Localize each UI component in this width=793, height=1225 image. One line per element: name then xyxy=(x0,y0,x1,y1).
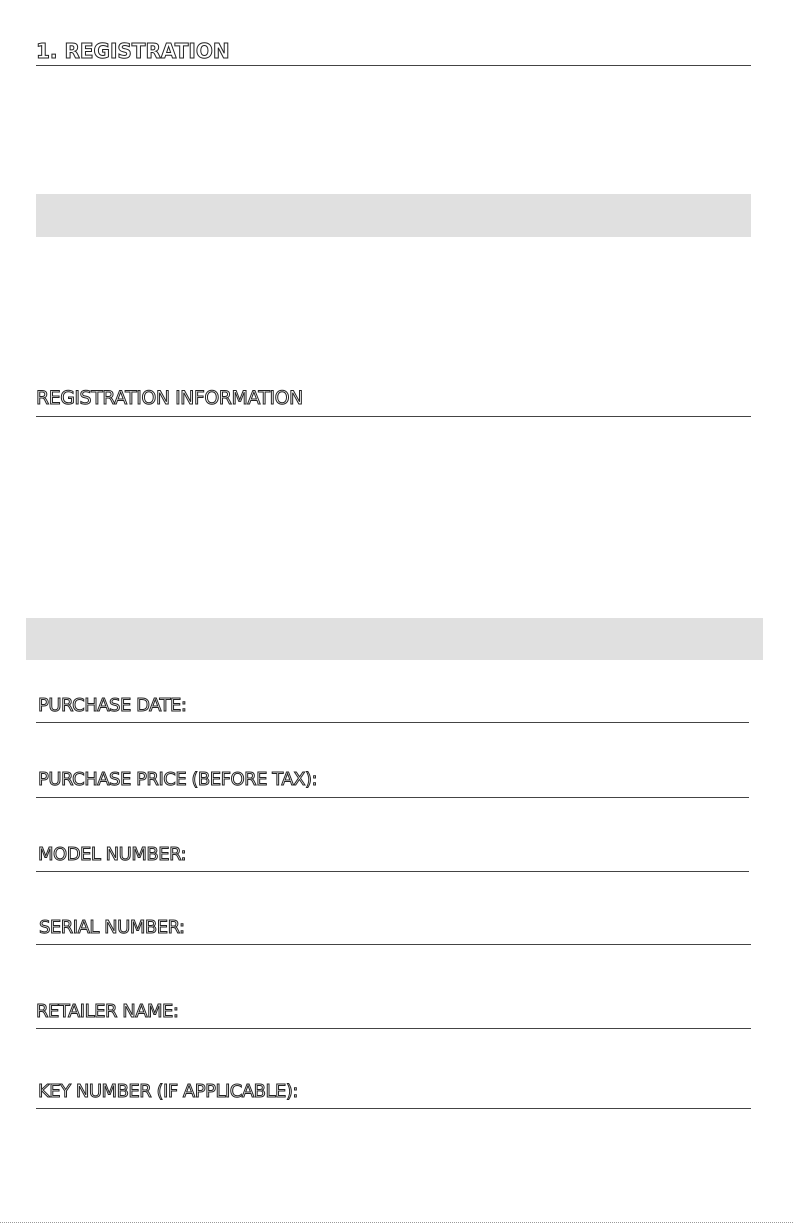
page-bottom-dotted-edge xyxy=(0,1222,793,1223)
serial-number-label: SERIAL NUMBER: xyxy=(39,917,185,938)
purchase-date-line[interactable] xyxy=(36,722,749,723)
purchase-price-line[interactable] xyxy=(36,797,749,798)
model-number-line[interactable] xyxy=(36,871,749,872)
shaded-band-fields xyxy=(26,618,763,660)
shaded-band-top xyxy=(36,194,751,237)
purchase-date-label: PURCHASE DATE: xyxy=(38,695,187,716)
serial-number-line[interactable] xyxy=(36,944,751,945)
model-number-label: MODEL NUMBER: xyxy=(38,844,187,865)
key-number-label: KEY NUMBER (IF APPLICABLE): xyxy=(38,1081,298,1102)
purchase-price-label: PURCHASE PRICE (BEFORE TAX): xyxy=(38,769,318,790)
registration-information-heading: REGISTRATION INFORMATION xyxy=(36,387,303,409)
section-title: 1. REGISTRATION xyxy=(36,39,230,63)
key-number-line[interactable] xyxy=(36,1108,751,1109)
retailer-name-line[interactable] xyxy=(36,1028,751,1029)
registration-information-rule xyxy=(36,416,751,417)
section-title-rule xyxy=(36,65,751,66)
retailer-name-label: RETAILER NAME: xyxy=(36,1001,179,1022)
